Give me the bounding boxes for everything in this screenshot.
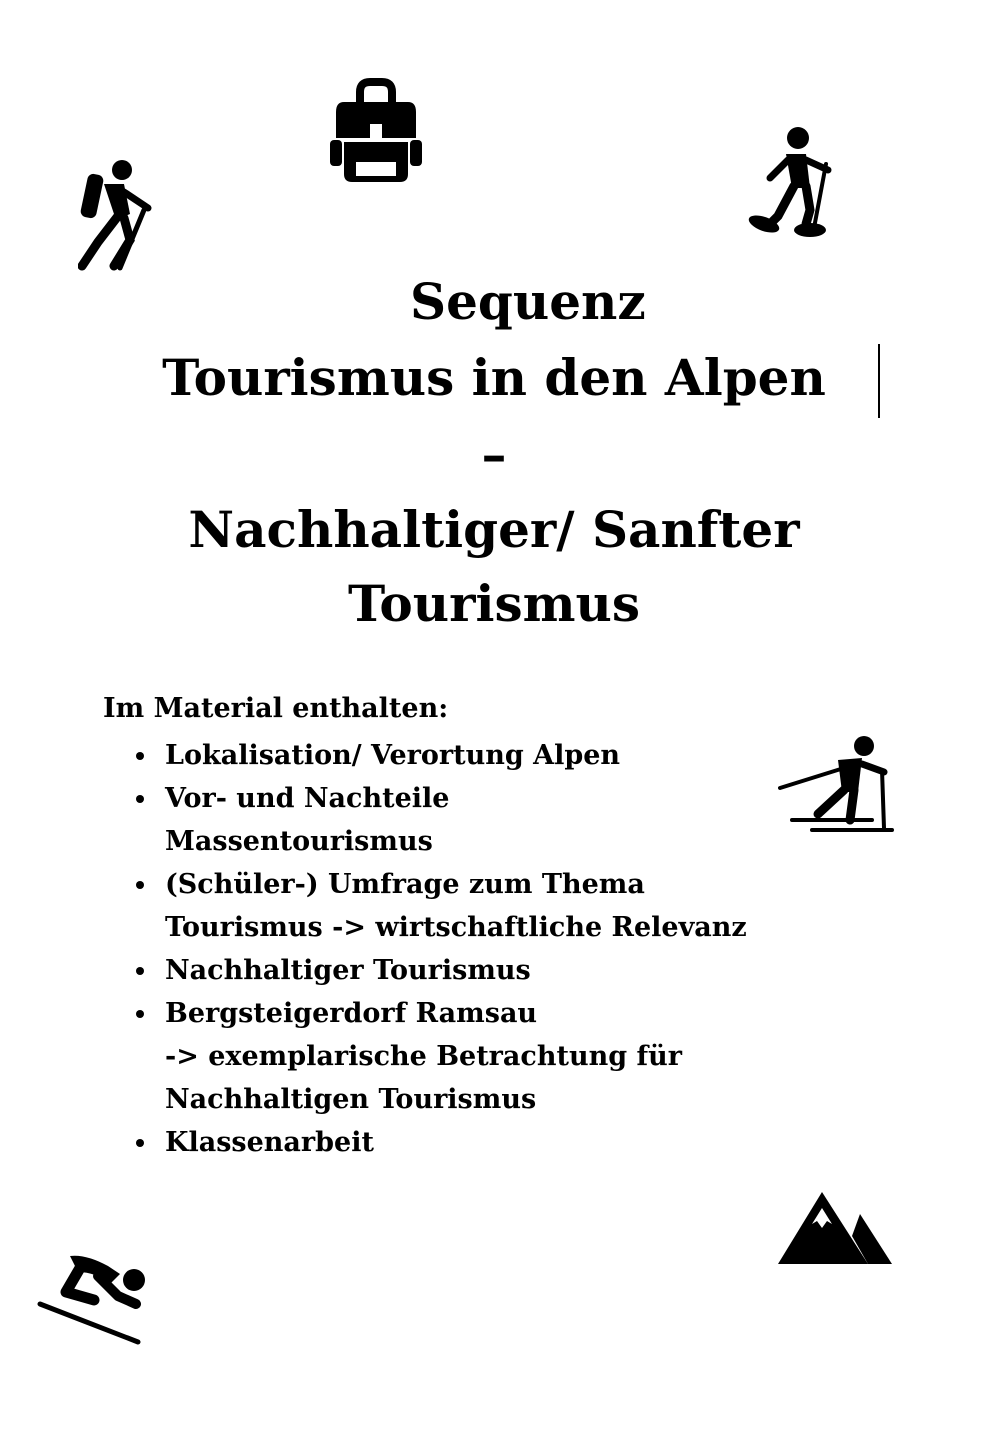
list-item-text: Bergsteigerdorf Ramsau	[165, 998, 538, 1029]
text-cursor	[878, 344, 880, 418]
snowshoe-hiker-icon	[748, 124, 834, 238]
list-item	[165, 863, 905, 949]
list-item-text: -> exemplarische Betrachtung für	[165, 1041, 682, 1072]
list-item-text: Tourismus -> wirtschaftliche Relevanz	[165, 912, 747, 943]
list-item	[165, 949, 905, 992]
list-item	[165, 1121, 905, 1164]
main-title: Tourismus in den Alpen	[162, 348, 826, 407]
list-item-text: Nachhaltigen Tourismus	[165, 1084, 537, 1115]
backpack-icon	[330, 78, 422, 184]
contents-heading: Im Material enthalten:	[103, 693, 449, 724]
list-item-text: Vor- und Nachteile	[165, 783, 450, 814]
list-item	[165, 992, 905, 1121]
mountain-icon	[778, 1190, 894, 1266]
subtitle-line-2: Tourismus	[347, 574, 641, 633]
list-item-text: Klassenarbeit	[165, 1127, 374, 1158]
list-item-text: Nachhaltiger Tourismus	[165, 955, 531, 986]
subtitle-line-1: Nachhaltiger/ Sanfter	[188, 500, 800, 559]
title-dash: –	[481, 425, 507, 484]
title-line-sequenz: Sequenz	[410, 272, 646, 331]
list-item-text: Massentourismus	[165, 826, 433, 857]
cross-country-skier-icon	[778, 736, 894, 836]
list-item-text: (Schüler-) Umfrage zum Thema	[165, 869, 645, 900]
list-item-text: Lokalisation/ Verortung Alpen	[165, 740, 621, 771]
downhill-skier-icon	[36, 1252, 148, 1348]
hiker-icon	[78, 156, 154, 272]
